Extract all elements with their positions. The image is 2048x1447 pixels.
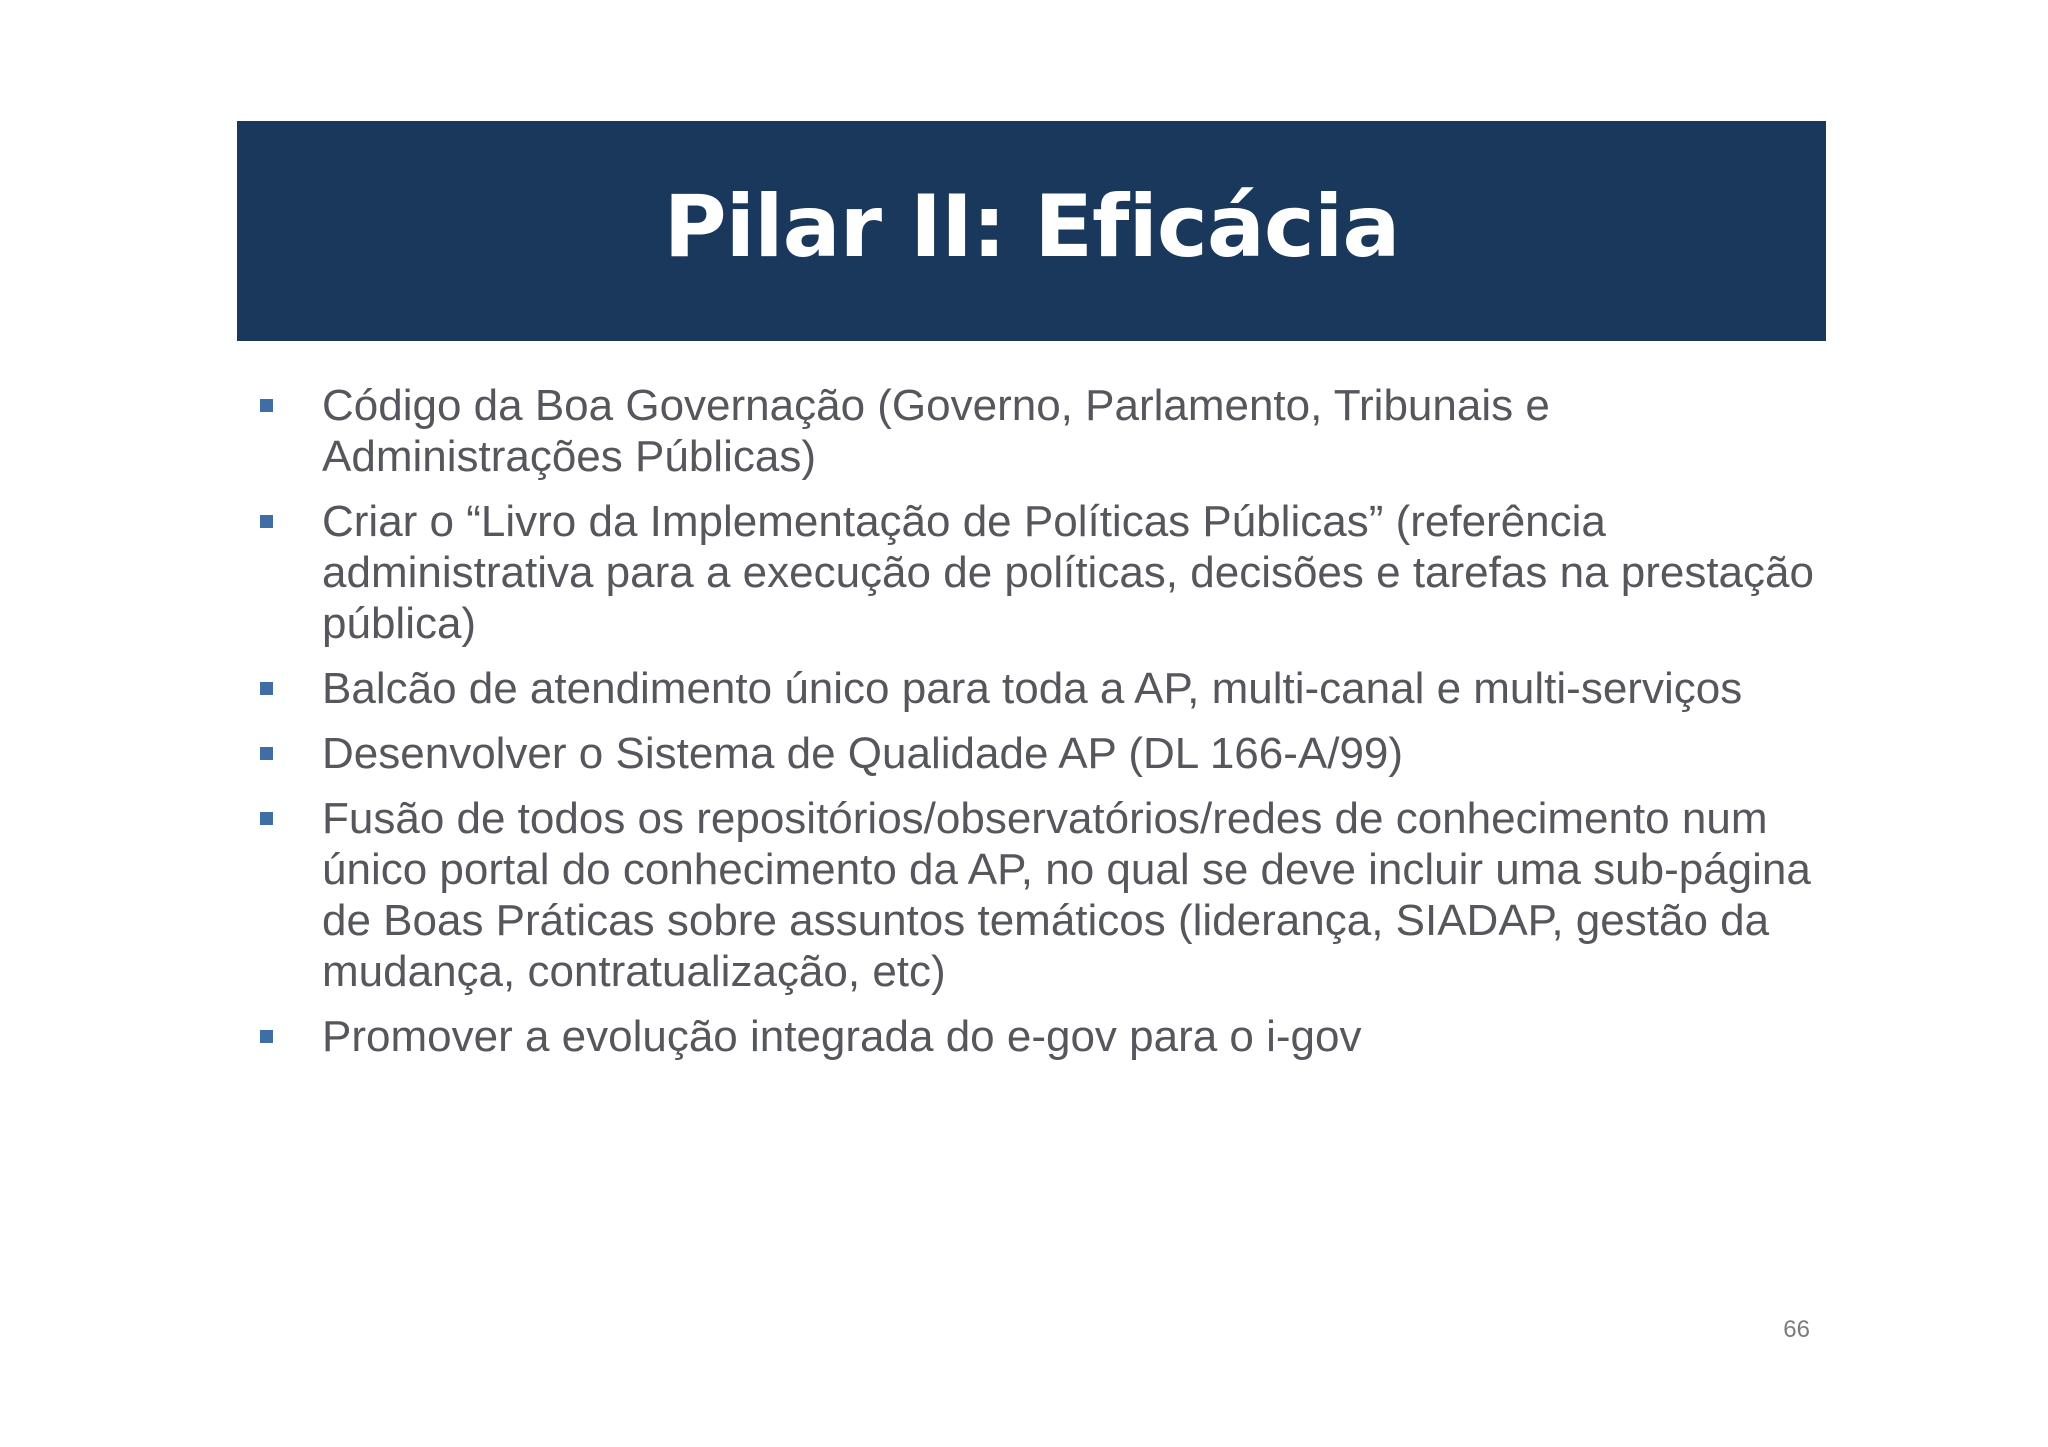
square-bullet-icon [260,747,273,760]
list-item [258,380,1818,482]
page-number: 66 [1783,1316,1810,1343]
square-bullet-icon [260,682,273,695]
slide-title: Pilar II: Eficácia [663,177,1400,277]
bullet-text: Fusão de todos os repositórios/observatórios/redes de conhecimento num único portal do conhecimento da AP, no qual se deve incluir uma sub-página de Boas Práticas sobre assuntos temáticos (liderança, SIADAP, gestão da mudança, contratualização, etc) [322,794,1811,996]
title-bar [237,121,1826,341]
square-bullet-icon [260,399,273,412]
bullet-list [258,380,1818,1076]
bullet-text: Balcão de atendimento único para toda a AP, multi-canal e multi-serviços [322,664,1743,713]
square-bullet-icon [260,515,273,528]
bullet-text: Promover a evolução integrada do e-gov para o i-gov [322,1012,1362,1061]
bullet-text: Criar o “Livro da Implementação de Políticas Públicas” (referência administrativa para a execução de políticas, decisões e tarefas na prestação pública) [322,497,1814,648]
list-item [258,663,1818,714]
square-bullet-icon [260,812,273,825]
list-item [258,793,1818,997]
bullet-text: Código da Boa Governação (Governo, Parlamento, Tribunais e Administrações Públicas) [322,381,1550,481]
square-bullet-icon [260,1030,273,1043]
bullet-text: Desenvolver o Sistema de Qualidade AP (DL 166-A/99) [322,729,1404,778]
list-item [258,496,1818,649]
list-item [258,728,1818,779]
list-item [258,1011,1818,1062]
